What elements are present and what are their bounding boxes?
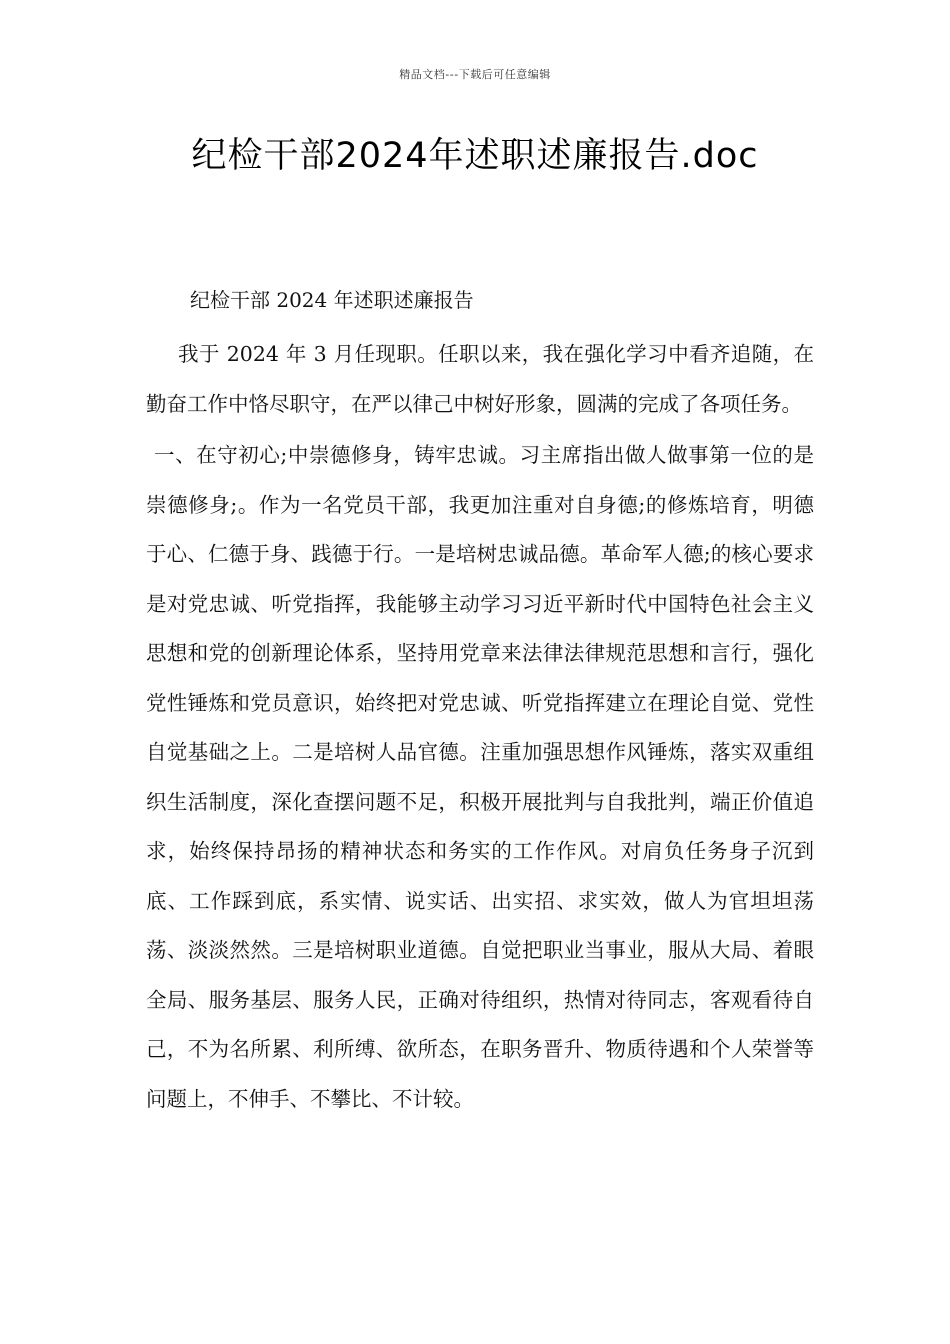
paragraph-intro: 我于 2024 年 3 月任现职。任职以来，我在强化学习中看齐追随，在勤奋工作中恪尽职守，在严以律己中树好形象，圆满的完成了各项任务。 <box>146 342 814 416</box>
document-body <box>146 284 814 1124</box>
paragraph-section-one: 一、在守初心;中崇德修身，铸牢忠诚。习主席指出做人做事第一位的是崇德修身;。作为一名党员干部，我更加注重对自身德;的修炼培育，明德于心、仁德于身、践德于行。一是培树忠诚品德。革命军人德;的核心要求是对党忠诚、听党指挥，我能够主动学习习近平新时代中国特色社会主义思想和党的创新理论体系，坚持用党章来法律法律规范思想和言行，强化党性锤炼和党员意识，始终把对党忠诚、听党指挥建立在理论自觉、党性自觉基础之上。二是培树人品官德。注重加强思想作风锤炼，落实双重组织生活制度，深化查摆问题不足，积极开展批判与自我批判，端正价值追求，始终保持昂扬的精神状态和务实的工作作风。对肩负任务身子沉到底、工作踩到底，系实情、说实话、出实招、求实效，做人为官坦坦荡荡、淡淡然然。三是培树职业道德。自觉把职业当事业，服从大局、着眼全局、服务基层、服务人民，正确对待组织，热情对待同志，客观看待自己，不为名所累、利所缚、欲所态，在职务晋升、物质待遇和个人荣誉等问题上，不伸手、不攀比、不计较。 <box>146 443 814 1111</box>
document-subtitle: 纪检干部 2024 年述职述廉报告 <box>190 288 474 312</box>
document-title: 纪检干部2024年述职述廉报告.doc <box>191 136 759 176</box>
header-note: 精品文档---下载后可任意编辑 <box>399 68 551 81</box>
